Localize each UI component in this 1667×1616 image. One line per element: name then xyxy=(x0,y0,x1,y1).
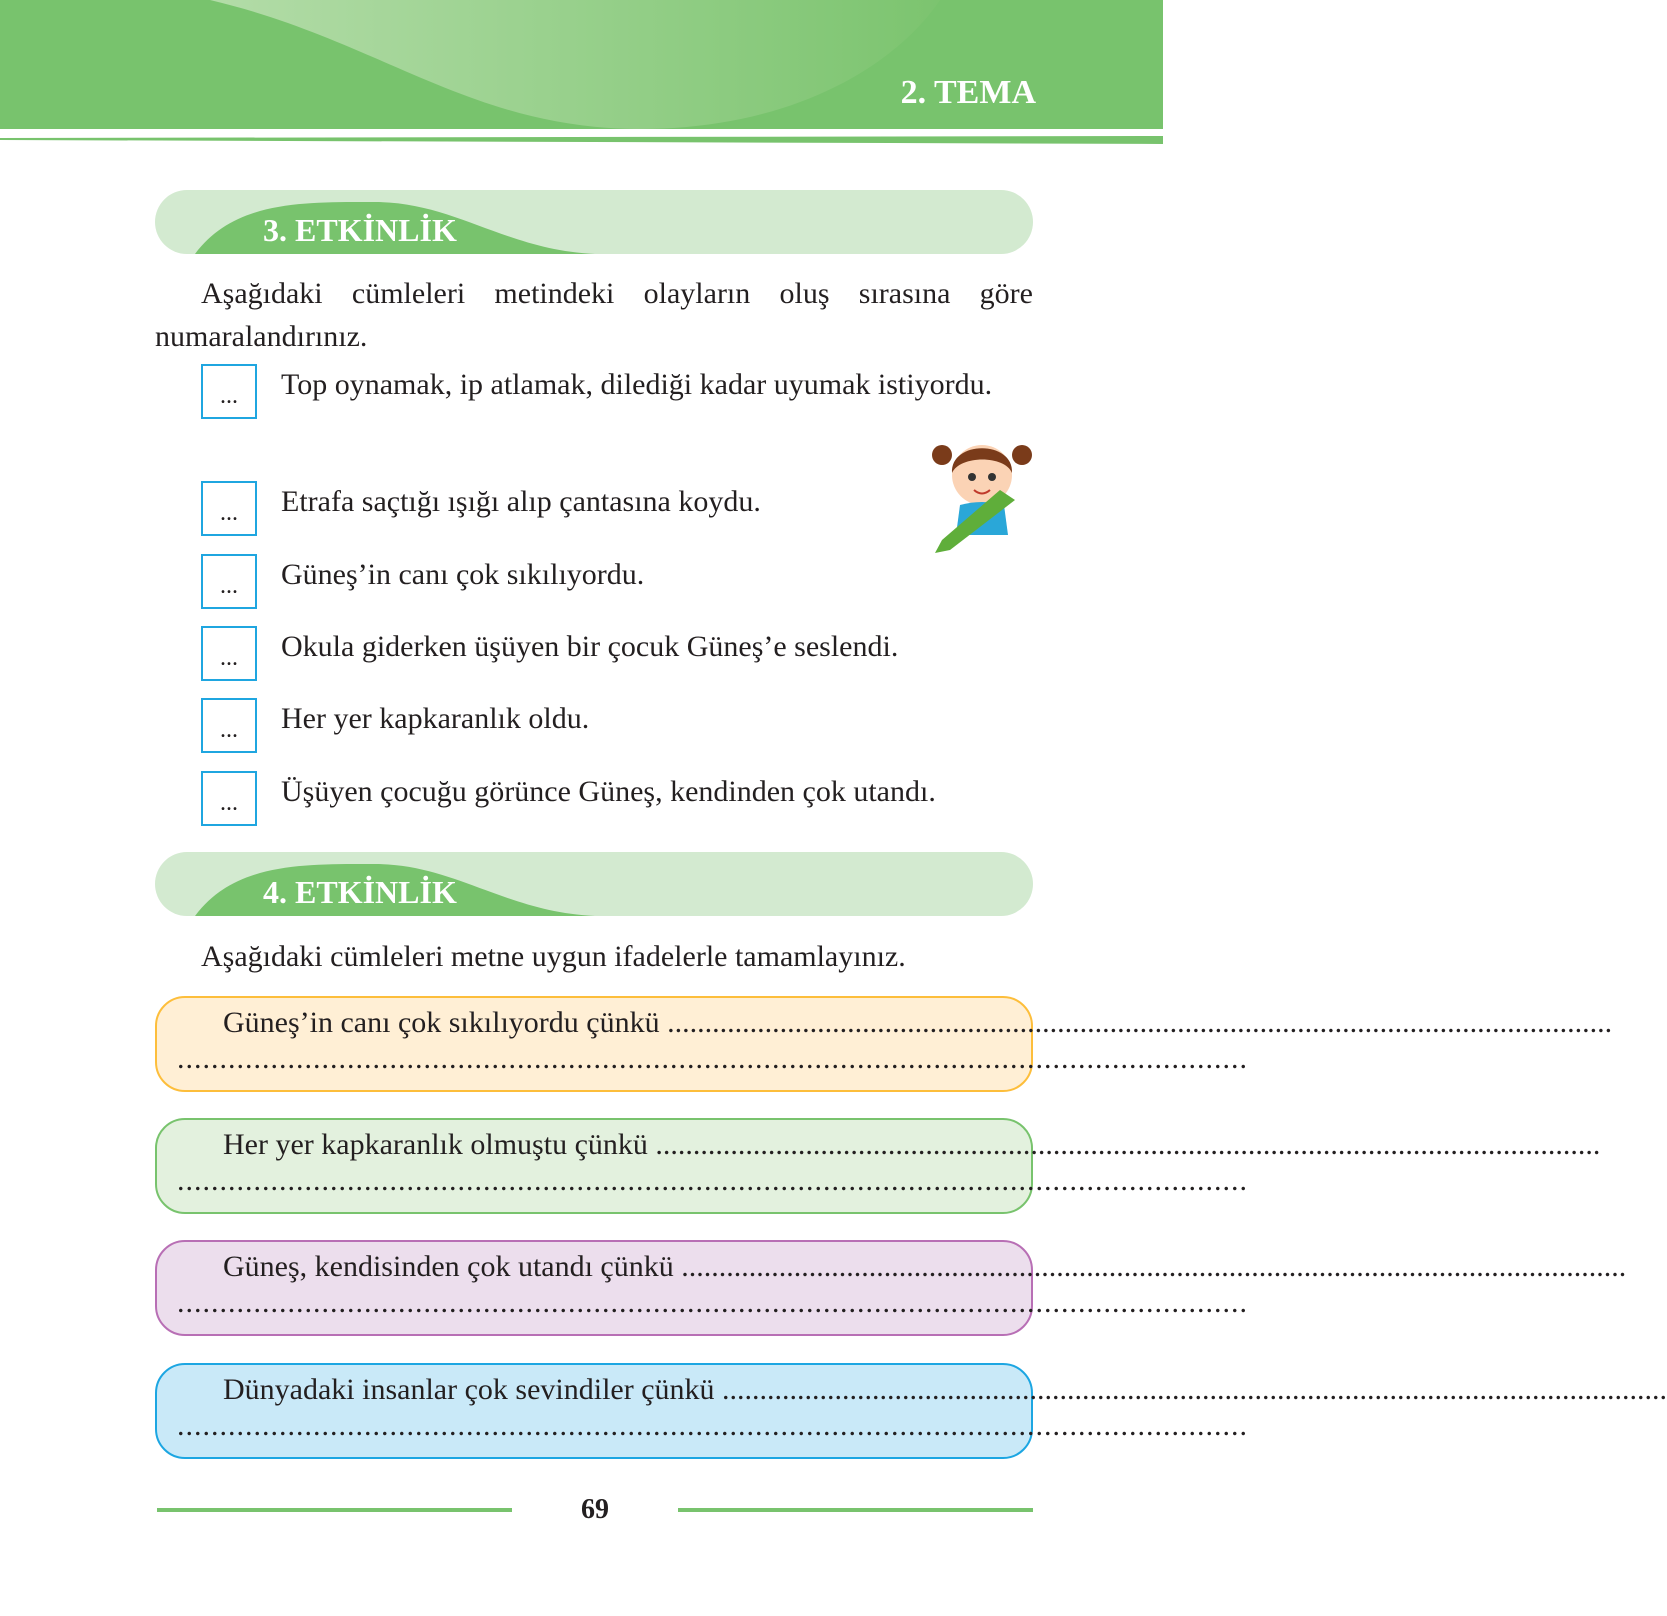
header-band xyxy=(0,0,1163,129)
order-number-input[interactable]: ... xyxy=(201,771,257,826)
girl-with-pencil-illustration xyxy=(930,435,1035,555)
answer-blank[interactable]: .............................................................................................................................. xyxy=(681,1250,1627,1283)
activity-3-title: 3. ETKİNLİK xyxy=(263,212,457,248)
sentence-item: Okula giderken üşüyen bir çocuk Güneş’e seslendi. xyxy=(281,630,899,663)
completion-box[interactable] xyxy=(155,996,1613,1092)
sentence-start: Dünyadaki insanlar çok sevindiler çünkü xyxy=(223,1373,715,1406)
answer-blank-line[interactable]: .............................................................................................................................. xyxy=(177,1042,1248,1075)
activity-3-instruction: Aşağıdaki cümleleri metindeki olayların oluş sırasına göre numaralandırınız. xyxy=(155,277,1033,353)
answer-blank[interactable]: .............................................................................................................................. xyxy=(667,1006,1613,1039)
sentence-start: Güneş, kendisinden çok utandı çünkü xyxy=(223,1250,674,1283)
activity-3-header xyxy=(155,190,1033,254)
activity-4-instruction: Aşağıdaki cümleleri metne uygun ifadelerle tamamlayınız. xyxy=(201,940,906,973)
sentence-item: Güneş’in canı çok sıkılıyordu. xyxy=(281,558,645,591)
activity-4-header xyxy=(155,852,1033,916)
order-number-input[interactable]: ... xyxy=(201,481,257,536)
theme-label: 2. TEMA xyxy=(900,74,1036,111)
footer-line-right xyxy=(678,1508,1033,1512)
answer-blank[interactable]: .............................................................................................................................. xyxy=(722,1373,1667,1406)
page-number: 69 xyxy=(581,1494,609,1525)
order-number-input[interactable]: ... xyxy=(201,698,257,753)
order-number-input[interactable]: ... xyxy=(201,364,257,419)
activity-4-title: 4. ETKİNLİK xyxy=(263,874,457,910)
answer-blank-line[interactable]: .............................................................................................................................. xyxy=(177,1164,1248,1197)
order-number-input[interactable]: ... xyxy=(201,626,257,681)
sentence-item: Her yer kapkaranlık oldu. xyxy=(281,702,590,735)
sentence-item: Etrafa saçtığı ışığı alıp çantasına koydu. xyxy=(281,485,761,518)
sentence-start: Güneş’in canı çok sıkılıyordu çünkü xyxy=(223,1006,660,1039)
completion-box[interactable] xyxy=(155,1118,1601,1214)
answer-blank-line[interactable]: .............................................................................................................................. xyxy=(177,1286,1248,1319)
sentence-item: Üşüyen çocuğu görünce Güneş, kendinden çok utandı. xyxy=(281,775,936,808)
completion-box[interactable] xyxy=(155,1240,1627,1336)
footer-line-left xyxy=(157,1508,512,1512)
answer-blank[interactable]: .............................................................................................................................. xyxy=(655,1128,1601,1161)
sentence-item: Top oynamak, ip atlamak, dilediği kadar uyumak istiyordu. xyxy=(281,368,993,401)
completion-box[interactable] xyxy=(155,1363,1667,1459)
header-rule xyxy=(0,134,1163,146)
sentence-start: Her yer kapkaranlık olmuştu çünkü xyxy=(223,1128,648,1161)
order-number-input[interactable]: ... xyxy=(201,554,257,609)
answer-blank-line[interactable]: .............................................................................................................................. xyxy=(177,1409,1248,1442)
